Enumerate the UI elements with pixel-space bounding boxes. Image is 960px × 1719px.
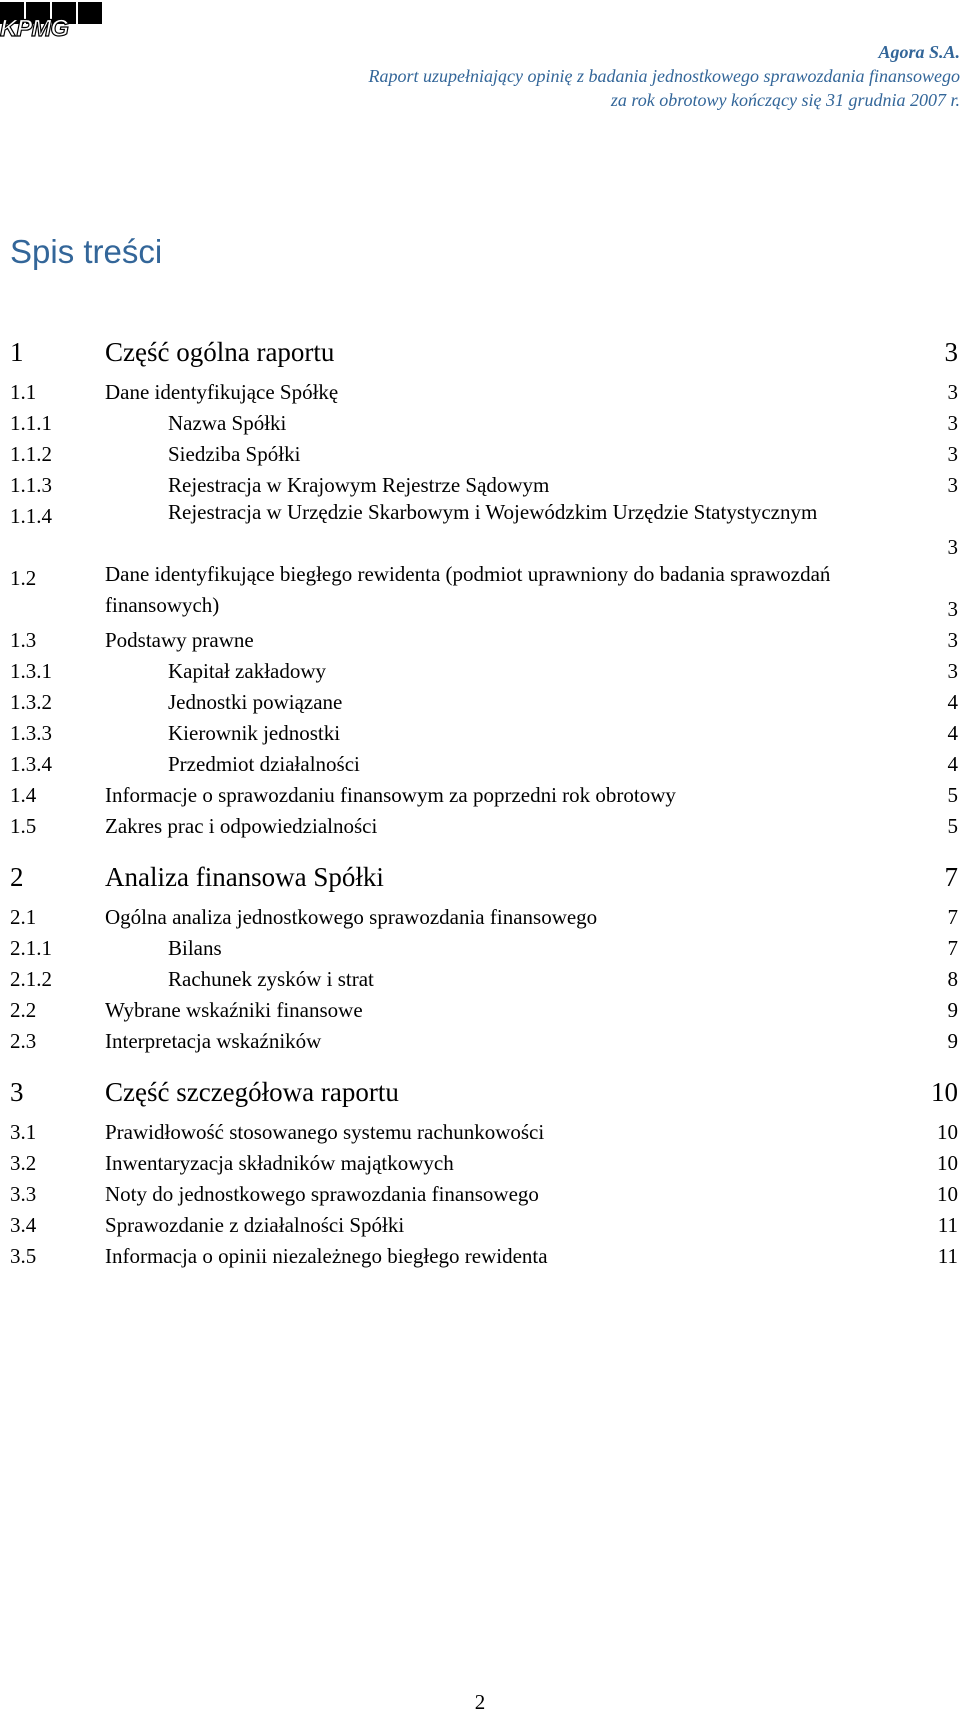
toc-entry[interactable]: [10, 1175, 958, 1206]
toc-page: 4: [947, 721, 958, 745]
toc-entry[interactable]: [10, 1237, 958, 1268]
toc-title: Kapitał zakładowy: [168, 659, 327, 683]
toc-title: Rejestracja w Krajowym Rejestrze Sądowym: [168, 473, 550, 497]
toc-number: 2.1.1: [10, 936, 52, 960]
toc-page: 5: [947, 814, 958, 838]
toc-entry[interactable]: [10, 466, 958, 497]
toc-page: 3: [947, 535, 958, 559]
toc-page: 3: [947, 442, 958, 466]
toc-number: 1.1.3: [10, 473, 52, 497]
toc-title: Ogólna analiza jednostkowego sprawozdania finansowego: [105, 905, 598, 929]
toc-page: 11: [937, 1213, 958, 1237]
toc-title: Rejestracja w Urzędzie Skarbowym i Wojewódzkim Urzędzie Statystycznym: [168, 500, 818, 524]
kpmg-logo: [0, 2, 102, 44]
page-header: [260, 40, 960, 112]
toc-entry[interactable]: [10, 404, 958, 435]
toc-page: 4: [947, 690, 958, 714]
toc-number: 2.3: [10, 1029, 37, 1053]
toc-number: 2.1: [10, 905, 37, 929]
toc-page: 7: [944, 862, 958, 892]
toc-page: 5: [947, 783, 958, 807]
toc-entry[interactable]: [10, 559, 958, 621]
toc-title: Część ogólna raportu: [105, 337, 335, 367]
toc-number: 1.1.1: [10, 411, 52, 435]
toc-title: Siedziba Spółki: [168, 442, 301, 466]
toc-number: 2.2: [10, 998, 37, 1022]
toc-entry[interactable]: [10, 960, 958, 991]
toc-entry[interactable]: [10, 1113, 958, 1144]
toc-title: Część szczegółowa raportu: [105, 1077, 399, 1107]
toc-page: 9: [947, 998, 958, 1022]
toc-entry[interactable]: [10, 807, 958, 838]
header-company: Agora S.A.: [878, 42, 960, 62]
toc-title: Dane identyfikujące Spółkę: [105, 380, 339, 404]
toc-page: 3: [947, 659, 958, 683]
toc-page: 3: [947, 411, 958, 435]
page-title: Spis treści: [10, 233, 163, 270]
toc-entry[interactable]: [10, 714, 958, 745]
toc-number: 1.3.3: [10, 721, 52, 745]
toc-page: 10: [937, 1151, 958, 1175]
toc-number: 3.1: [10, 1120, 37, 1144]
toc-title: Prawidłowość stosowanego systemu rachunkowości: [105, 1120, 545, 1144]
toc-number: 1.5: [10, 814, 37, 838]
toc-number: 2.1.2: [10, 967, 52, 991]
logo-text: KPMG: [0, 15, 68, 42]
toc-page: 3: [944, 337, 958, 367]
toc-title: Rachunek zysków i strat: [168, 967, 374, 991]
toc-page: 3: [947, 628, 958, 652]
toc-number: 1.3.2: [10, 690, 52, 714]
toc-entry[interactable]: [10, 991, 958, 1022]
toc-number: 1.1: [10, 380, 37, 404]
toc-title: Informacje o sprawozdaniu finansowym za poprzedni rok obrotowy: [105, 783, 676, 807]
toc-entry[interactable]: [10, 1144, 958, 1175]
toc-number: 3.4: [10, 1213, 37, 1237]
toc-page: 4: [947, 752, 958, 776]
toc-page: 3: [947, 380, 958, 404]
toc-title: Analiza finansowa Spółki: [105, 862, 384, 892]
toc-entry[interactable]: [10, 745, 958, 776]
toc-entry[interactable]: [10, 776, 958, 807]
toc-entry[interactable]: [10, 373, 958, 404]
toc-title: Zakres prac i odpowiedzialności: [105, 814, 378, 838]
toc-number: 1.3.1: [10, 659, 52, 683]
toc-number: 1: [10, 337, 24, 367]
toc-page: 3: [947, 473, 958, 497]
toc-page: 7: [947, 936, 958, 960]
toc-number: 3.5: [10, 1244, 37, 1268]
toc-number: 3.3: [10, 1182, 37, 1206]
toc-entry[interactable]: [10, 621, 958, 652]
toc-entry[interactable]: [10, 435, 958, 466]
toc-title: Inwentaryzacja składników majątkowych: [105, 1151, 454, 1175]
toc-title: Podstawy prawne: [105, 628, 254, 652]
toc-number: 3.2: [10, 1151, 37, 1175]
header-line-2: za rok obrotowy kończący się 31 grudnia 2007 r.: [610, 90, 960, 110]
toc-entry[interactable]: [10, 1022, 958, 1053]
toc-entry[interactable]: [10, 898, 958, 929]
toc-page: 11: [937, 1244, 958, 1268]
toc-page: 10: [937, 1120, 958, 1144]
toc-number: 2: [10, 862, 24, 892]
toc-title: Bilans: [168, 936, 222, 960]
toc-entry[interactable]: [10, 1206, 958, 1237]
toc-entry[interactable]: [10, 683, 958, 714]
toc-page: 3: [947, 597, 958, 621]
toc-title: Informacja o opinii niezależnego biegłego rewidenta: [105, 1244, 548, 1268]
toc-entry[interactable]: [10, 333, 958, 373]
toc-page: 10: [937, 1182, 958, 1206]
toc-page: 10: [931, 1077, 958, 1107]
toc-entry[interactable]: [10, 1073, 958, 1113]
page-number: 2: [474, 1690, 486, 1714]
toc-number: 1.1.4: [10, 504, 52, 528]
toc-title: Przedmiot działalności: [168, 752, 360, 776]
toc-number: 1.2: [10, 566, 37, 590]
toc-page: 8: [947, 967, 958, 991]
toc-entry[interactable]: [10, 652, 958, 683]
toc-title: Nazwa Spółki: [168, 411, 287, 435]
toc-title: Noty do jednostkowego sprawozdania finansowego: [105, 1182, 539, 1206]
toc-number: 1.4: [10, 783, 37, 807]
toc-title: Wybrane wskaźniki finansowe: [105, 998, 363, 1022]
toc-number: 1.1.2: [10, 442, 52, 466]
toc-number: 1.3.4: [10, 752, 52, 776]
table-of-contents: [10, 333, 958, 1268]
toc-entry[interactable]: [10, 497, 958, 559]
toc-number: 3: [10, 1077, 24, 1107]
toc-title: Kierownik jednostki: [168, 721, 341, 745]
toc-entry[interactable]: [10, 858, 958, 898]
toc-page: 7: [947, 905, 958, 929]
toc-title: Sprawozdanie z działalności Spółki: [105, 1213, 405, 1237]
toc-title: Jednostki powiązane: [168, 690, 343, 714]
toc-title: Dane identyfikujące biegłego rewidenta (podmiot uprawniony do badania sprawozdań finansowych): [105, 562, 831, 617]
toc-entry[interactable]: [10, 929, 958, 960]
toc-title: Interpretacja wskaźników: [105, 1029, 322, 1053]
toc-page: 9: [947, 1029, 958, 1053]
header-line-1: Raport uzupełniający opinię z badania jednostkowego sprawozdania finansowego: [368, 66, 960, 86]
toc-number: 1.3: [10, 628, 37, 652]
